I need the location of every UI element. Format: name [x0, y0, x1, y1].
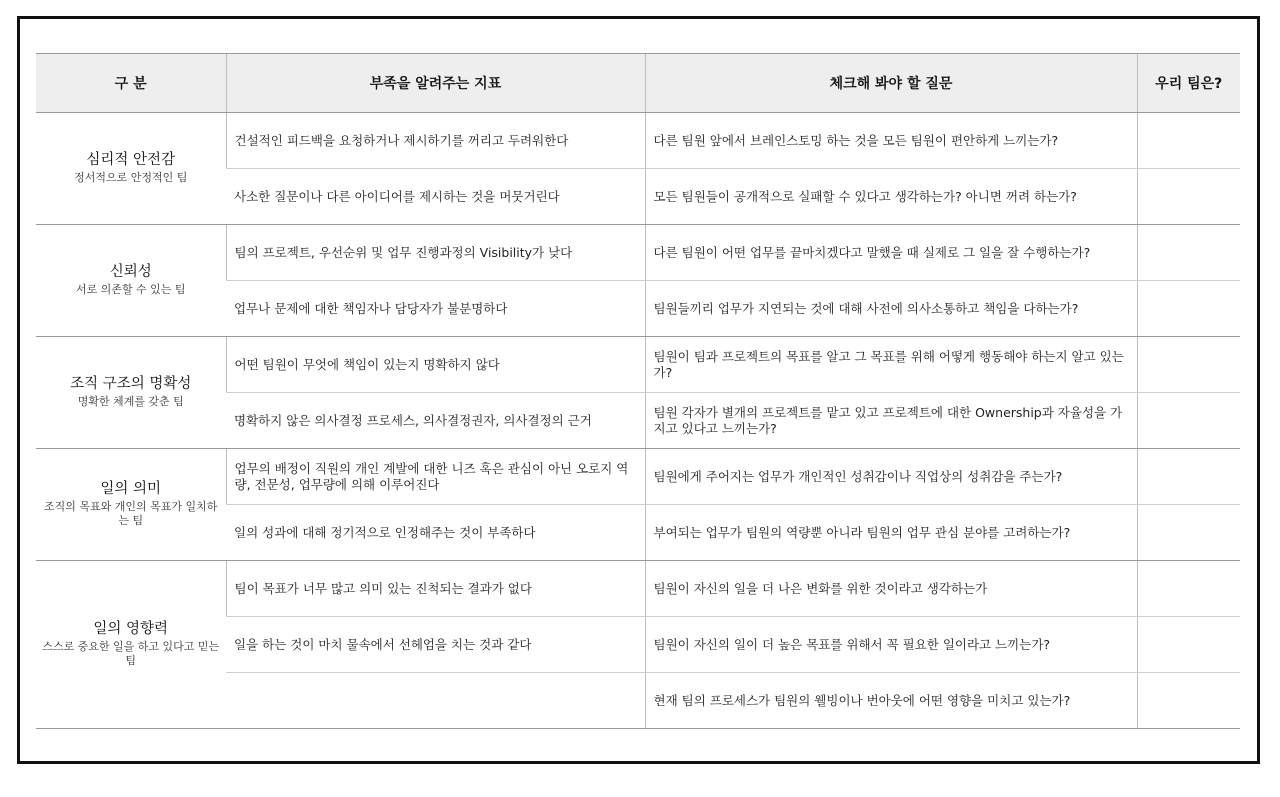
indicator-cell: 팀의 프로젝트, 우선순위 및 업무 진행과정의 Visibility가 낮다: [226, 225, 645, 281]
answer-cell: [1137, 337, 1240, 393]
indicator-cell: 일을 하는 것이 마치 물속에서 선헤엄을 치는 것과 같다: [226, 617, 645, 673]
answer-cell: [1137, 169, 1240, 225]
category-subtitle: 정서적으로 안정적인 팀: [74, 171, 188, 184]
header-category: 구 분: [36, 54, 226, 113]
answer-cell: [1137, 225, 1240, 281]
indicator-cell: 사소한 질문이나 다른 아이디어를 제시하는 것을 머뭇거린다: [226, 169, 645, 225]
indicator-cell: [226, 673, 645, 729]
table-row: [36, 337, 1240, 393]
question-cell: 팀원이 자신의 일이 더 높은 목표를 위해서 꼭 필요한 일이라고 느끼는가?: [645, 617, 1137, 673]
question-cell: 팀원이 자신의 일을 더 나은 변화를 위한 것이라고 생각하는가: [645, 561, 1137, 617]
category-subtitle: 명확한 체계를 갖춘 팀: [77, 395, 184, 408]
answer-cell: [1137, 617, 1240, 673]
table-row: [36, 561, 1240, 617]
category-cell: [36, 561, 226, 729]
question-cell: 부여되는 업무가 팀원의 역량뿐 아니라 팀원의 업무 관심 분야를 고려하는가?: [645, 505, 1137, 561]
indicator-cell: 일의 성과에 대해 정기적으로 인정해주는 것이 부족하다: [226, 505, 645, 561]
question-cell: 다른 팀원 앞에서 브레인스토밍 하는 것을 모든 팀원이 편안하게 느끼는가?: [645, 113, 1137, 169]
header-question: 체크해 봐야 할 질문: [645, 54, 1137, 113]
indicator-cell: 팀이 목표가 너무 많고 의미 있는 진척되는 결과가 없다: [226, 561, 645, 617]
category-cell: [36, 449, 226, 561]
answer-cell: [1137, 561, 1240, 617]
question-cell: 팀원들끼리 업무가 지연되는 것에 대해 사전에 의사소통하고 책임을 다하는가?: [645, 281, 1137, 337]
category-title: 심리적 안전감: [86, 152, 176, 168]
category-title: 신뢰성: [109, 264, 152, 280]
question-cell: 현재 팀의 프로세스가 팀원의 웰빙이나 번아웃에 어떤 영향을 미치고 있는가?: [645, 673, 1137, 729]
table-row: [36, 113, 1240, 169]
header-team: 우리 팀은?: [1137, 54, 1240, 113]
answer-cell: [1137, 113, 1240, 169]
answer-cell: [1137, 281, 1240, 337]
indicator-cell: 건설적인 피드백을 요청하거나 제시하기를 꺼리고 두려워한다: [226, 113, 645, 169]
answer-cell: [1137, 505, 1240, 561]
table-row: [36, 225, 1240, 281]
category-title: 일의 의미: [100, 481, 162, 497]
category-title: 일의 영향력: [93, 621, 169, 637]
header-indicator: 부족을 알려주는 지표: [226, 54, 645, 113]
question-cell: 팀원 각자가 별개의 프로젝트를 맡고 있고 프로젝트에 대한 Ownership과 자율성을 가지고 있다고 느끼는가?: [645, 393, 1137, 449]
category-subtitle: 스스로 중요한 일을 하고 있다고 믿는 팀: [42, 640, 220, 667]
category-subtitle: 서로 의존할 수 있는 팀: [75, 283, 186, 296]
answer-cell: [1137, 449, 1240, 505]
question-cell: 팀원에게 주어지는 업무가 개인적인 성취감이나 직업상의 성취감을 주는가?: [645, 449, 1137, 505]
indicator-cell: 명확하지 않은 의사결정 프로세스, 의사결정권자, 의사결정의 근거: [226, 393, 645, 449]
category-cell: [36, 225, 226, 337]
indicator-cell: 업무의 배정이 직원의 개인 계발에 대한 니즈 혹은 관심이 아닌 오로지 역량, 전문성, 업무량에 의해 이루어진다: [226, 449, 645, 505]
question-cell: 다른 팀원이 어떤 업무를 끝마치겠다고 말했을 때 실제로 그 일을 잘 수행하는가?: [645, 225, 1137, 281]
question-cell: 모든 팀원들이 공개적으로 실패할 수 있다고 생각하는가? 아니면 꺼려 하는가?: [645, 169, 1137, 225]
indicator-cell: 업무나 문제에 대한 책임자나 담당자가 불분명하다: [226, 281, 645, 337]
answer-cell: [1137, 673, 1240, 729]
header-row: [36, 54, 1240, 113]
team-effectiveness-table: [36, 53, 1240, 729]
category-cell: [36, 113, 226, 225]
category-subtitle: 조직의 목표와 개인의 목표가 일치하는 팀: [44, 500, 218, 527]
table-row: [36, 449, 1240, 505]
indicator-cell: 어떤 팀원이 무엇에 책임이 있는지 명확하지 않다: [226, 337, 645, 393]
category-title: 조직 구조의 명확성: [70, 376, 192, 392]
answer-cell: [1137, 393, 1240, 449]
question-cell: 팀원이 팀과 프로젝트의 목표를 알고 그 목표를 위해 어떻게 행동해야 하는지 알고 있는가?: [645, 337, 1137, 393]
category-cell: [36, 337, 226, 449]
